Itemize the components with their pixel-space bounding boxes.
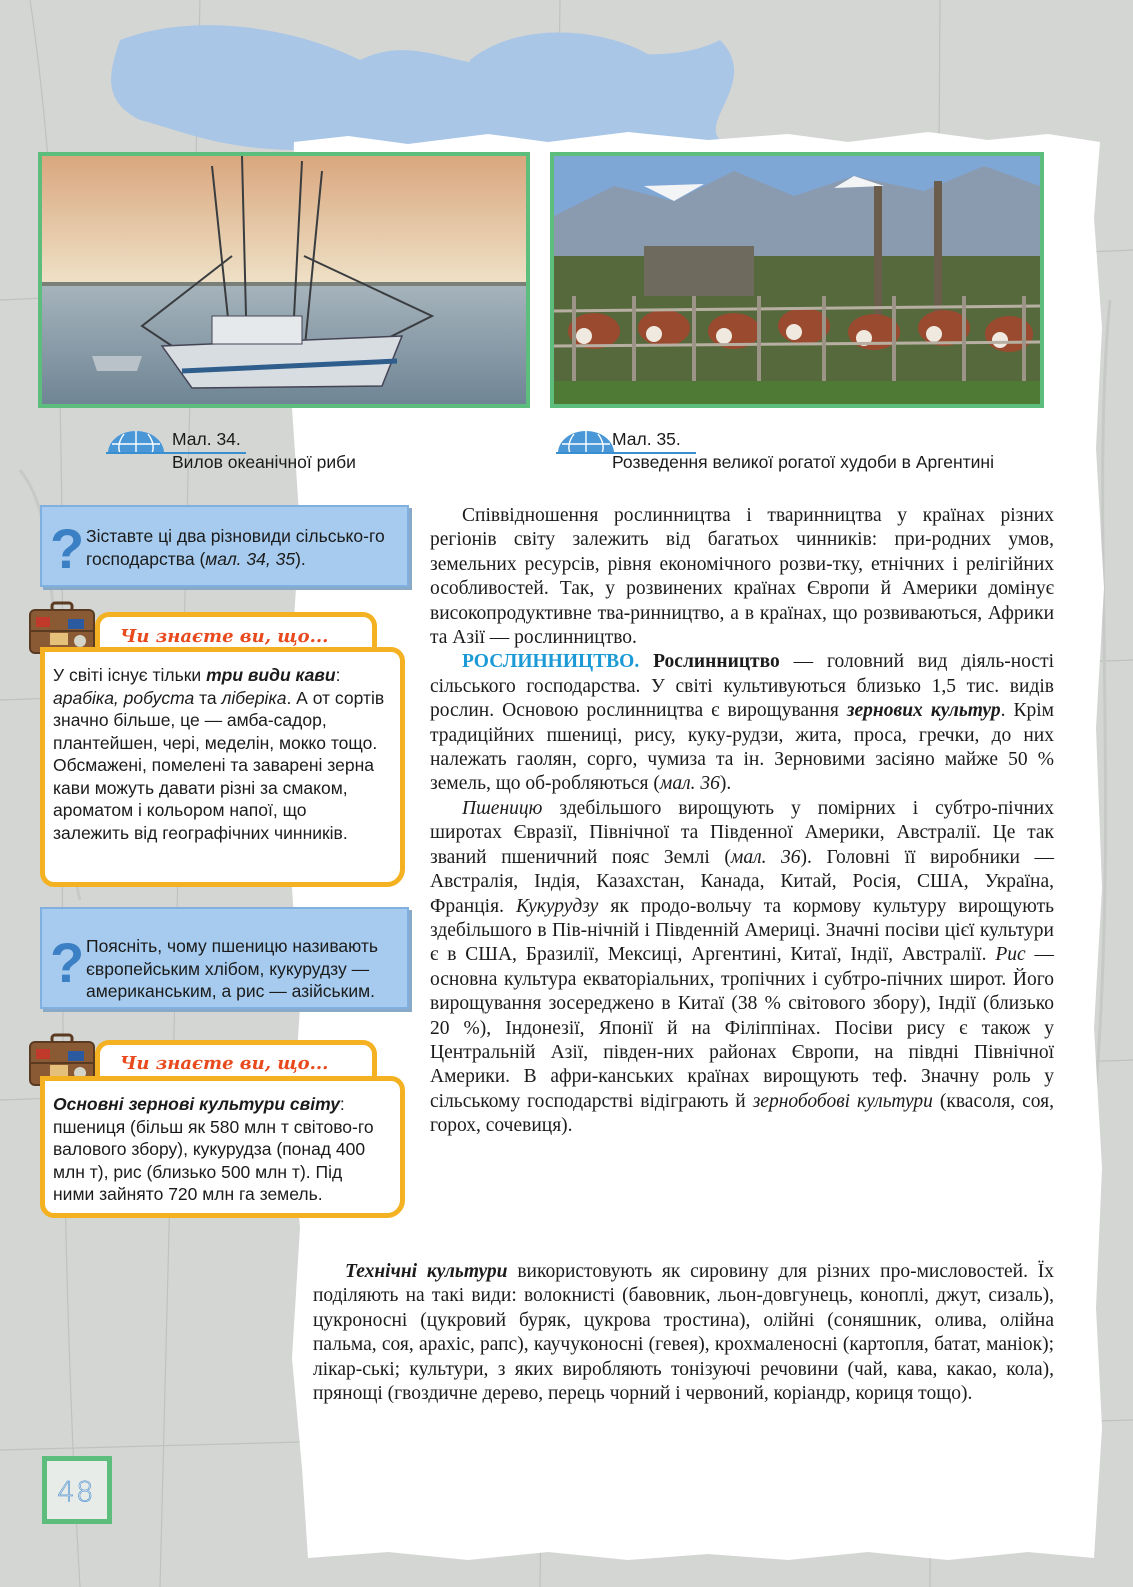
paragraph-technical-crops: Технічні культури використовують як сировину для різних про-мисловостей. Їх поділяють на такі види: волокнисті (бавовник, льон-довгунець, коноплі, джут, сизаль), цукроносні (цукровий буряк, цукрова тростина), олійні (соняшник, олива, олійна пальма, соя, арахіс, рапс), каучуконосні (гевея), крохмаленосні (картопля, батат, маніок); лікар-ські; культури, з яких виробляють тонізуючі речовини (чай, кава, какао, кола), прянощі (гвоздичне дерево, перець чорний і червоний, коріандр, кориця тощо). [313,1261,1055,1405]
did-you-know-2-text: Основні зернові культури світу: пшениця (більш як 580 млн т світово-го валового збору), кукурудза (понад 400 млн т), рис (близько 500 млн т). Під ними зайнято 720 млн га земель. [53,1094,374,1204]
globe-icon [556,428,616,454]
photo-fishing-boat [38,152,530,408]
question-box-2 [40,907,409,1009]
figure-34-caption [172,428,356,474]
photo-cattle-argentina [550,152,1044,408]
main-text-column [430,504,1054,1139]
paragraph-grains: Пшеницю здебільшого вирощують у помірних і субтро-пічних широтах Євразії, Північної та Південної Америки, Австралії. Це так званий пшеничний пояс Землі (мал. 36). Головні її виробники — Австралія, Індія, Казахстан, Канада, Китай, Росія, США, Україна, Франція. Кукурудзу як продо-вольчу та кормову культуру вирощують здебільшого в Пів-нічній і Південній Америці. Значні посіви цієї культури є в США, Бразилії, Мексиці, Аргентині, Китаї, Індії, Австралії. Рис — основна культура екваторіальних, тропічних і субтро-пічних широт. Його вирощування зосереджено в Китаї (38 % світового збору), Індії (близько 20 %), Індонезії, Японії й на Філіппінах. Посіви рису є також у Центральній Азії, півден-них районах Європи, на півдні Північної Америки. В афри-канських країнах вирощують теф. Значну роль у сільському господарстві відіграють й зернобобові культури (квасоля, соя, горох, сочевиця). [430,797,1055,1137]
figure-35-caption [612,428,994,474]
figure-34-title: Вилов океанічної риби [172,452,356,472]
figure-34-number: Мал. 34. [172,429,241,449]
paragraph-intro: Співвідношення рослинництва і тваринництва у країнах різних регіонів світу залежить від багатьох чинників: при-родних умов, земельних ресурсів, рівня економічного розви-тку, етнічних і релігійних особливостей. Так, у розвинених країнах Європи й Америки домінує високопродуктивне тва-ринництво, а в країнах, що розвиваються, Африки та Азії — рослинництво. [430,505,1054,649]
question-mark-icon: ? [50,931,85,994]
paragraph-plant-growing: РОСЛИННИЦТВО. Рослинництво — головний вид діяль-ності сільського господарства. У світі культивуються близько 1,5 тис. видів рослин. Основою рослинництва є вирощування зернових культур. Крім традиційних пшениці, рису, куку-рудзи, жита, проса, гречки, до них належать гаолян, сорго, чумиза та ін. Зерновими засіяно майже 50 % земель, що об-робляються (мал. 36). [430,651,1055,795]
page-number: 48 [57,1475,95,1508]
figure-35-title: Розведення великої рогатої худоби в Аргентині [612,452,994,472]
question-1-text: Зіставте ці два різновиди сільсько-го господарства (мал. 34, 35). [86,526,385,569]
page-number-box [42,1456,112,1524]
section-heading: РОСЛИННИЦТВО. [462,651,640,673]
globe-icon [106,428,166,454]
question-mark-icon: ? [50,517,85,580]
did-you-know-1-title: Чи знаєте ви, що... [120,626,329,647]
did-you-know-1-text: У світі існує тільки три види кави: арабіка, робуста та ліберіка. А от сортів значно більше, це — амба-садор, плантейшен, чері, меделін, мокко тощо. Обсмажені, помелені та заварені зерна кави можуть давати різні за смаком, ароматом і кольором напої, що залежить від географічних чинників. [53,665,385,843]
question-2-text: Поясніть, чому пшеницю називають європейським хлібом, кукурудзу — американським, а рис — азійським. [86,936,379,1001]
main-text-wide [313,1260,1054,1406]
figure-35-number: Мал. 35. [612,429,681,449]
question-box-1 [40,505,409,587]
did-you-know-2-title: Чи знаєте ви, що... [120,1053,329,1074]
